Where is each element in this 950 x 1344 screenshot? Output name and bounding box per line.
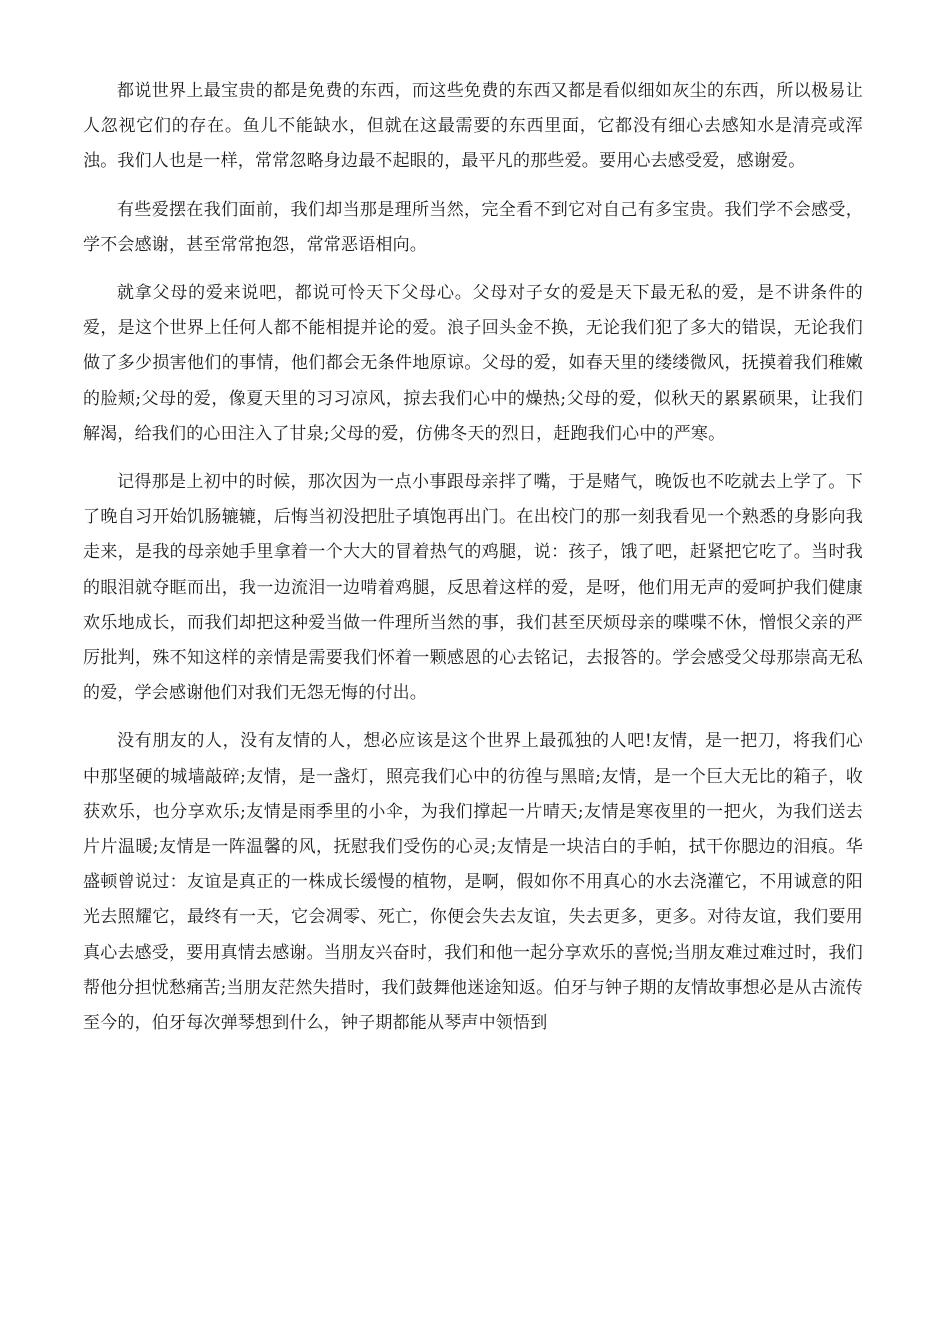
paragraph-1: 都说世界上最宝贵的都是免费的东西，而这些免费的东西又都是看似细如灰尘的东西，所以极易让人忽视它们的存在。鱼儿不能缺水，但就在这最需要的东西里面，它都没有细心去感知水是清亮或浑浊。我们人也是一样，常常忽略身边最不起眼的，最平凡的那些爱。要用心去感受爱，感谢爱。 — [83, 81, 863, 172]
document-page — [83, 74, 863, 1054]
paragraph-5: 没有朋友的人，没有友情的人，想必应该是这个世界上最孤独的人吧!友情，是一把刀，将我们心中那坚硬的城墙敲碎;友情，是一盏灯，照亮我们心中的彷徨与黑暗;友情，是一个巨大无比的箱子，收获欢乐，也分享欢乐;友情是雨季里的小伞，为我们撑起一片晴天;友情是寒夜里的一把火，为我们送去片片温暖;友情是一阵温馨的风，抚慰我们受伤的心灵;友情是一块洁白的手帕，拭干你腮边的泪痕。华盛顿曾说过：友谊是真正的一株成长缓慢的植物，是啊，假如你不用真心的水去浇灌它，不用诚意的阳光去照耀它，最终有一天，它会凋零、死亡，你便会失去友谊，失去更多，更多。对待友谊，我们要用真心去感受，要用真情去感谢。当朋友兴奋时，我们和他一起分享欢乐的喜悦;当朋友难过难过时，我们帮他分担忧愁痛苦;当朋友茫然失措时，我们鼓舞他迷途知返。伯牙与钟子期的友情故事想必是从古流传至今的，伯牙每次弹琴想到什么，钟子期都能从琴声中领悟到 — [83, 731, 863, 1034]
paragraph-2: 有些爱摆在我们面前，我们却当那是理所当然，完全看不到它对自己有多宝贵。我们学不会感受，学不会感谢，甚至常常抱怨，常常恶语相向。 — [83, 199, 863, 255]
paragraph-3: 就拿父母的爱来说吧，都说可怜天下父母心。父母对子女的爱是天下最无私的爱，是不讲条件的爱，是这个世界上任何人都不能相提并论的爱。浪子回头金不换，无论我们犯了多大的错误，无论我们做了多少损害他们的事情，他们都会无条件地原谅。父母的爱，如春天里的缕缕微风，抚摸着我们稚嫩的脸颊;父母的爱，像夏天里的习习凉风，掠去我们心中的燥热;父母的爱，似秋天的累累硕果，让我们解渴，给我们的心田注入了甘泉;父母的爱，仿佛冬天的烈日，赶跑我们心中的严寒。 — [83, 283, 863, 444]
paragraph-4: 记得那是上初中的时候，那次因为一点小事跟母亲拌了嘴，于是赌气，晚饭也不吃就去上学了。下了晚自习开始饥肠辘辘，后悔当初没把肚子填饱再出门。在出校门的那一刻我看见一个熟悉的身影向我走来，是我的母亲她手里拿着一个大大的冒着热气的鸡腿，说：孩子，饿了吧，赶紧把它吃了。当时我的眼泪就夺眶而出，我一边流泪一边啃着鸡腿，反思着这样的爱，是呀，他们用无声的爱呵护我们健康欢乐地成长，而我们却把这种爱当做一件理所当然的事，我们甚至厌烦母亲的喋喋不休，憎恨父亲的严厉批判，殊不知这样的亲情是需要我们怀着一颗感恩的心去铭记，去报答的。学会感受父母那崇高无私的爱，学会感谢他们对我们无怨无悔的付出。 — [83, 472, 863, 704]
